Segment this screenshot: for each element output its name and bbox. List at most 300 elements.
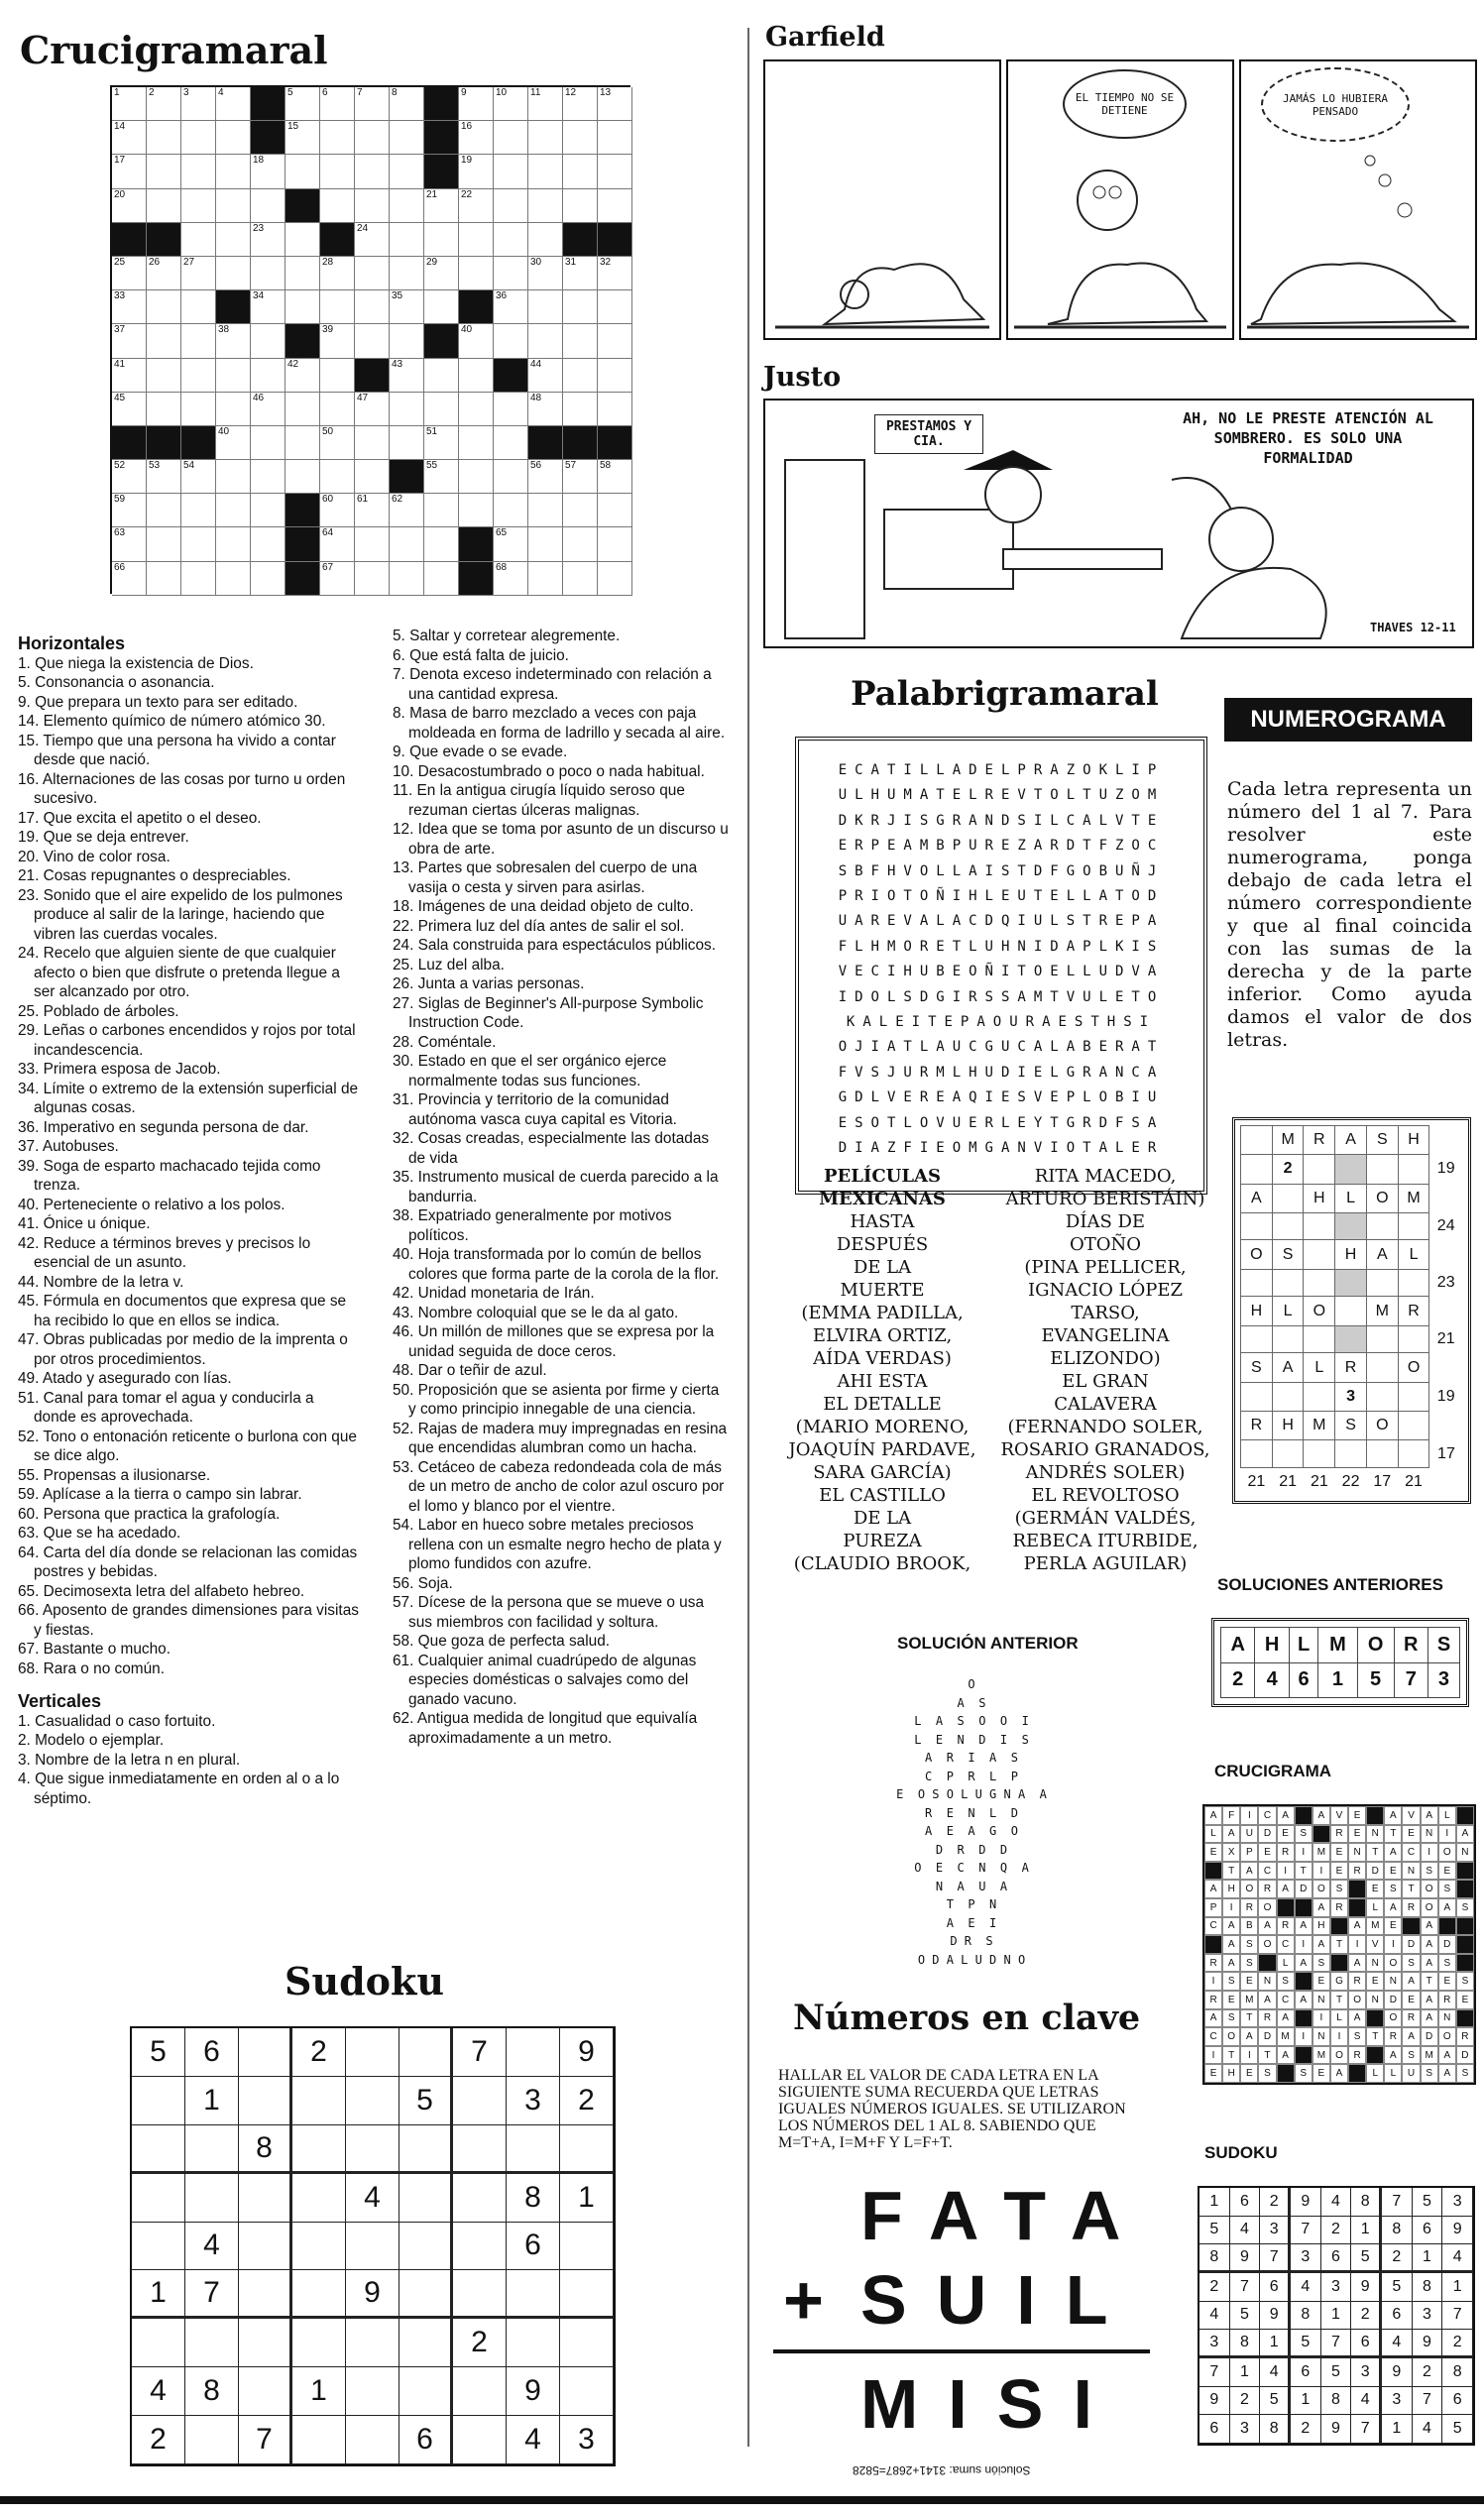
- crossword-cell[interactable]: [355, 223, 390, 257]
- crossword-cell[interactable]: [216, 460, 251, 494]
- crossword-cell[interactable]: [251, 257, 285, 290]
- crossword-cell[interactable]: [563, 290, 598, 324]
- crossword-cell[interactable]: [285, 121, 320, 155]
- sudoku-cell[interactable]: [132, 2223, 185, 2271]
- crossword-cell[interactable]: [563, 393, 598, 426]
- crossword-cell[interactable]: [112, 155, 147, 188]
- crossword-cell[interactable]: [320, 494, 355, 527]
- crossword-cell[interactable]: [390, 426, 424, 460]
- crossword-cell[interactable]: [181, 290, 216, 324]
- crossword-cell[interactable]: [528, 257, 563, 290]
- sudoku-cell[interactable]: 6: [400, 2416, 453, 2464]
- sudoku-cell[interactable]: [292, 2077, 346, 2125]
- crossword-cell[interactable]: [320, 393, 355, 426]
- sudoku-cell[interactable]: [346, 2416, 400, 2464]
- crossword-cell[interactable]: [147, 87, 181, 121]
- crossword-cell[interactable]: [181, 155, 216, 188]
- crossword-cell[interactable]: [563, 527, 598, 561]
- sudoku-cell[interactable]: [507, 2125, 560, 2174]
- sudoku-cell[interactable]: [185, 2319, 239, 2367]
- crossword-cell[interactable]: [598, 155, 632, 188]
- crossword-cell[interactable]: [424, 223, 459, 257]
- crossword-cell[interactable]: [355, 121, 390, 155]
- sudoku-cell[interactable]: [239, 2174, 292, 2223]
- sudoku-cell[interactable]: [346, 2223, 400, 2271]
- crossword-cell[interactable]: [181, 324, 216, 358]
- numerograma-cell: L: [1272, 1297, 1304, 1325]
- crossword-cell[interactable]: [494, 426, 528, 460]
- crossword-cell[interactable]: [563, 324, 598, 358]
- crossword-cell[interactable]: [355, 155, 390, 188]
- crossword-cell[interactable]: [285, 359, 320, 393]
- clue: 57. Dícese de la persona que se mueve o usa sus miembros con facilidad y soltura.: [393, 1594, 704, 1631]
- solution-crossword-cell: E: [1366, 1972, 1384, 1991]
- crossword-cell[interactable]: [181, 494, 216, 527]
- crossword-cell[interactable]: [390, 257, 424, 290]
- crossword-cell[interactable]: [112, 257, 147, 290]
- crossword-cell[interactable]: [528, 527, 563, 561]
- crossword-cell[interactable]: [147, 121, 181, 155]
- crossword-cell[interactable]: [390, 223, 424, 257]
- crossword-cell[interactable]: [459, 257, 494, 290]
- crossword-cell[interactable]: [112, 290, 147, 324]
- solution-crossword-cell: N: [1384, 1972, 1402, 1991]
- crossword-cell[interactable]: [494, 393, 528, 426]
- sudoku-cell[interactable]: [453, 2416, 507, 2464]
- sudoku-cell[interactable]: [132, 2319, 185, 2367]
- crossword-cell[interactable]: [216, 189, 251, 223]
- crossword-cell[interactable]: [390, 324, 424, 358]
- crossword-cell[interactable]: [355, 257, 390, 290]
- crossword-cell[interactable]: [251, 359, 285, 393]
- crossword-cell[interactable]: [181, 189, 216, 223]
- sudoku-cell[interactable]: [239, 2077, 292, 2125]
- crossword-cell[interactable]: [598, 494, 632, 527]
- crossword-cell[interactable]: [251, 324, 285, 358]
- crossword-cell[interactable]: [528, 562, 563, 596]
- crossword-cell[interactable]: [320, 189, 355, 223]
- crossword-cell[interactable]: [285, 290, 320, 324]
- crossword-cell[interactable]: [355, 324, 390, 358]
- crossword-cell[interactable]: [251, 393, 285, 426]
- sudoku-cell[interactable]: [560, 2125, 614, 2174]
- sudoku-cell[interactable]: 8: [185, 2367, 239, 2416]
- crossword-cell[interactable]: [285, 426, 320, 460]
- sudoku-grid[interactable]: [130, 2026, 616, 2466]
- sudoku-cell[interactable]: [346, 2125, 400, 2174]
- crossword-cell[interactable]: [598, 121, 632, 155]
- crossword-cell[interactable]: [355, 426, 390, 460]
- crossword-cell[interactable]: [459, 393, 494, 426]
- crossword-cell[interactable]: [251, 189, 285, 223]
- crossword-cell[interactable]: [355, 290, 390, 324]
- sudoku-cell[interactable]: [560, 2319, 614, 2367]
- crossword-cell[interactable]: [147, 562, 181, 596]
- crossword-cell[interactable]: [355, 189, 390, 223]
- crossword-cell[interactable]: [251, 460, 285, 494]
- crossword-cell[interactable]: [424, 257, 459, 290]
- crossword-cell[interactable]: [112, 460, 147, 494]
- crossword-cell[interactable]: [320, 290, 355, 324]
- sudoku-cell[interactable]: [400, 2367, 453, 2416]
- sudoku-solution-title: SUDOKU: [1204, 2143, 1278, 2162]
- crossword-cell[interactable]: [216, 562, 251, 596]
- sudoku-cell[interactable]: [185, 2174, 239, 2223]
- crossword-cell[interactable]: [459, 494, 494, 527]
- crossword-cell[interactable]: [494, 223, 528, 257]
- sudoku-cell[interactable]: [239, 2319, 292, 2367]
- crossword-cell[interactable]: [494, 87, 528, 121]
- crossword-cell[interactable]: [216, 426, 251, 460]
- sudoku-cell[interactable]: [292, 2223, 346, 2271]
- sudoku-cell[interactable]: [453, 2367, 507, 2416]
- crossword-cell[interactable]: [459, 87, 494, 121]
- crossword-cell[interactable]: [563, 121, 598, 155]
- crossword-cell[interactable]: [355, 87, 390, 121]
- crossword-cell[interactable]: [285, 155, 320, 188]
- crossword-cell[interactable]: [216, 359, 251, 393]
- crossword-cell[interactable]: [563, 494, 598, 527]
- sudoku-cell[interactable]: [346, 2028, 400, 2077]
- sudoku-cell: 5: [1321, 2358, 1352, 2387]
- sudoku-cell[interactable]: 6: [507, 2223, 560, 2271]
- crossword-cell[interactable]: [390, 87, 424, 121]
- crossword-cell[interactable]: [390, 562, 424, 596]
- crossword-cell[interactable]: [598, 257, 632, 290]
- sudoku-cell: 5: [1413, 2188, 1443, 2217]
- crossword-cell[interactable]: [390, 359, 424, 393]
- crossword-cell[interactable]: [355, 393, 390, 426]
- crossword-cell[interactable]: [598, 527, 632, 561]
- crossword-cell[interactable]: [181, 121, 216, 155]
- sudoku-cell[interactable]: 9: [346, 2270, 400, 2319]
- crossword-cell[interactable]: [251, 426, 285, 460]
- crossword-cell[interactable]: [216, 121, 251, 155]
- crossword-cell[interactable]: [147, 257, 181, 290]
- sudoku-cell[interactable]: [560, 2367, 614, 2416]
- crossword-cell[interactable]: [563, 562, 598, 596]
- sudoku-cell[interactable]: [400, 2270, 453, 2319]
- crossword-cell[interactable]: [216, 324, 251, 358]
- crossword-cell[interactable]: [320, 527, 355, 561]
- sudoku-cell[interactable]: 3: [507, 2077, 560, 2125]
- crossword-cell[interactable]: [424, 189, 459, 223]
- crossword-cell[interactable]: [598, 324, 632, 358]
- crossword-cell[interactable]: [528, 494, 563, 527]
- crossword-cell[interactable]: [459, 121, 494, 155]
- crossword-cell[interactable]: [285, 393, 320, 426]
- crossword-cell[interactable]: [459, 460, 494, 494]
- crossword-cell[interactable]: [320, 257, 355, 290]
- sudoku-cell[interactable]: [132, 2077, 185, 2125]
- sudoku-cell[interactable]: [507, 2319, 560, 2367]
- crossword-cell[interactable]: [390, 121, 424, 155]
- wordsearch-row: SBFHVOLLAISTDFGOBUÑJ: [838, 862, 1165, 879]
- solution-crossword-cell: O: [1258, 1935, 1276, 1954]
- numerograma-cell: 2: [1272, 1155, 1304, 1184]
- sudoku-cell[interactable]: 1: [185, 2077, 239, 2125]
- crossword-cell[interactable]: [112, 562, 147, 596]
- crossword-cell[interactable]: [355, 562, 390, 596]
- crossword-cell[interactable]: [112, 359, 147, 393]
- crossword-cell[interactable]: [147, 189, 181, 223]
- sudoku-cell[interactable]: [507, 2028, 560, 2077]
- crossword-cell[interactable]: [181, 257, 216, 290]
- wordsearch-grid[interactable]: [795, 737, 1207, 1195]
- sudoku-cell[interactable]: 8: [239, 2125, 292, 2174]
- crossword-cell[interactable]: [320, 426, 355, 460]
- crossword-cell[interactable]: [320, 359, 355, 393]
- crossword-cell[interactable]: [494, 257, 528, 290]
- crossword-cell[interactable]: [390, 189, 424, 223]
- crossword-cell[interactable]: [147, 460, 181, 494]
- crossword-cell[interactable]: [528, 460, 563, 494]
- crossword-cell[interactable]: [181, 393, 216, 426]
- crossword-cell[interactable]: [563, 87, 598, 121]
- crossword-cell[interactable]: [528, 359, 563, 393]
- sudoku-cell[interactable]: [292, 2174, 346, 2223]
- crossword-cell[interactable]: [528, 87, 563, 121]
- sudoku-cell[interactable]: [346, 2319, 400, 2367]
- crossword-cell[interactable]: [494, 155, 528, 188]
- crossword-cell[interactable]: [251, 290, 285, 324]
- sudoku-cell[interactable]: 1: [560, 2174, 614, 2223]
- crossword-cell[interactable]: [355, 494, 390, 527]
- crossword-cell[interactable]: [147, 324, 181, 358]
- sudoku-cell: 7: [1230, 2273, 1261, 2302]
- crossword-cell[interactable]: [459, 426, 494, 460]
- crossword-cell[interactable]: [181, 359, 216, 393]
- crossword-cell[interactable]: [528, 189, 563, 223]
- crossword-cell[interactable]: [147, 290, 181, 324]
- crossword-cell[interactable]: [459, 155, 494, 188]
- crossword-cell[interactable]: [424, 426, 459, 460]
- sudoku-cell[interactable]: [292, 2125, 346, 2174]
- crossword-cell[interactable]: [320, 155, 355, 188]
- sudoku-cell[interactable]: [400, 2223, 453, 2271]
- crossword-cell[interactable]: [147, 359, 181, 393]
- crossword-cell[interactable]: [494, 121, 528, 155]
- sudoku-cell[interactable]: 4: [185, 2223, 239, 2271]
- crossword-cell[interactable]: [181, 527, 216, 561]
- sudoku-cell[interactable]: [239, 2367, 292, 2416]
- sudoku-cell[interactable]: [292, 2416, 346, 2464]
- sudoku-cell[interactable]: 3: [560, 2416, 614, 2464]
- sudoku-cell[interactable]: 1: [132, 2270, 185, 2319]
- sudoku-cell[interactable]: 9: [507, 2367, 560, 2416]
- crossword-cell[interactable]: [494, 562, 528, 596]
- crossword-cell[interactable]: [285, 257, 320, 290]
- crossword-cell[interactable]: [424, 393, 459, 426]
- sudoku-cell[interactable]: [239, 2028, 292, 2077]
- crossword-cell[interactable]: [598, 460, 632, 494]
- crossword-cell[interactable]: [285, 460, 320, 494]
- crossword-cell[interactable]: [563, 257, 598, 290]
- crossword-cell[interactable]: [424, 494, 459, 527]
- crossword-cell[interactable]: [320, 324, 355, 358]
- crossword-cell[interactable]: [147, 393, 181, 426]
- crossword-cell[interactable]: [251, 155, 285, 188]
- crossword-cell[interactable]: [216, 527, 251, 561]
- crossword-cell[interactable]: [216, 87, 251, 121]
- crossword-cell[interactable]: [147, 527, 181, 561]
- crossword-cell[interactable]: [424, 460, 459, 494]
- crossword-cell[interactable]: [320, 121, 355, 155]
- crossword-cell[interactable]: [355, 527, 390, 561]
- crossword-cell[interactable]: [528, 121, 563, 155]
- sudoku-cell[interactable]: 4: [132, 2367, 185, 2416]
- crossword-cell[interactable]: [390, 290, 424, 324]
- sudoku-cell[interactable]: 2: [292, 2028, 346, 2077]
- crossword-cell[interactable]: [216, 257, 251, 290]
- crossword-cell[interactable]: [528, 290, 563, 324]
- crossword-cell[interactable]: [563, 359, 598, 393]
- sudoku-cell[interactable]: 9: [560, 2028, 614, 2077]
- crossword-cell[interactable]: [112, 494, 147, 527]
- sudoku-cell[interactable]: [400, 2125, 453, 2174]
- crossword-cell[interactable]: [563, 460, 598, 494]
- sudoku-cell[interactable]: [400, 2028, 453, 2077]
- crossword-cell[interactable]: [285, 87, 320, 121]
- crossword-cell[interactable]: [112, 189, 147, 223]
- crossword-cell[interactable]: [112, 527, 147, 561]
- numerograma-cell: [1272, 1440, 1304, 1468]
- sudoku-cell[interactable]: [346, 2367, 400, 2416]
- sudoku-cell[interactable]: 2: [453, 2319, 507, 2367]
- crossword-cell[interactable]: [494, 460, 528, 494]
- crossword-grid[interactable]: [110, 85, 630, 594]
- sudoku-cell[interactable]: 8: [507, 2174, 560, 2223]
- crossword-cell[interactable]: [320, 562, 355, 596]
- sudoku-cell[interactable]: [185, 2125, 239, 2174]
- crossword-cell[interactable]: [216, 155, 251, 188]
- sudoku-cell[interactable]: [239, 2270, 292, 2319]
- crossword-cell[interactable]: [424, 527, 459, 561]
- crossword-cell[interactable]: [598, 87, 632, 121]
- sudoku-cell[interactable]: [132, 2174, 185, 2223]
- sudoku-cell[interactable]: 6: [185, 2028, 239, 2077]
- numerograma-grid[interactable]: [1232, 1117, 1471, 1504]
- clue: 41. Ónice u ónique.: [18, 1215, 151, 1232]
- crossword-cell[interactable]: [181, 460, 216, 494]
- crossword-cell[interactable]: [459, 324, 494, 358]
- crossword-cell[interactable]: [494, 494, 528, 527]
- crossword-cell[interactable]: [390, 155, 424, 188]
- sudoku-cell[interactable]: [185, 2416, 239, 2464]
- sudoku-cell[interactable]: 5: [400, 2077, 453, 2125]
- solution-crossword-cell: A: [1295, 1991, 1313, 2009]
- crossword-cell[interactable]: [459, 359, 494, 393]
- crossword-cell[interactable]: [390, 527, 424, 561]
- sudoku-cell[interactable]: [400, 2319, 453, 2367]
- sudoku-cell[interactable]: [507, 2270, 560, 2319]
- crossword-cell[interactable]: [320, 460, 355, 494]
- crossword-cell[interactable]: [147, 155, 181, 188]
- crossword-cell[interactable]: [320, 87, 355, 121]
- sudoku-cell: 6: [1351, 2330, 1382, 2358]
- crossword-cell[interactable]: [528, 155, 563, 188]
- crossword-cell[interactable]: [424, 290, 459, 324]
- sudoku-cell[interactable]: [292, 2319, 346, 2367]
- crossword-cell[interactable]: [147, 494, 181, 527]
- crossword-cell[interactable]: [181, 562, 216, 596]
- sudoku-cell[interactable]: 1: [292, 2367, 346, 2416]
- crossword-cell[interactable]: [528, 393, 563, 426]
- sudoku-cell[interactable]: [132, 2125, 185, 2174]
- sudoku-cell[interactable]: 2: [560, 2077, 614, 2125]
- sudoku-cell[interactable]: [560, 2223, 614, 2271]
- sudoku-cell[interactable]: 7: [239, 2416, 292, 2464]
- crossword-cell[interactable]: [598, 562, 632, 596]
- crossword-cell[interactable]: [390, 393, 424, 426]
- crossword-cell[interactable]: [598, 393, 632, 426]
- crossword-cell[interactable]: [251, 223, 285, 257]
- crossword-cell[interactable]: [112, 121, 147, 155]
- sudoku-cell: 2: [1291, 2415, 1321, 2444]
- crossword-cell[interactable]: [112, 393, 147, 426]
- sudoku-cell[interactable]: [453, 2125, 507, 2174]
- crossword-cell[interactable]: [216, 223, 251, 257]
- crossword-cell[interactable]: [494, 324, 528, 358]
- crossword-cell[interactable]: [355, 460, 390, 494]
- crossword-cell[interactable]: [494, 189, 528, 223]
- sudoku-cell[interactable]: [400, 2174, 453, 2223]
- solution-crossword-cell: [1456, 1880, 1474, 1898]
- sudoku-cell[interactable]: [453, 2077, 507, 2125]
- crossword-cell[interactable]: [216, 494, 251, 527]
- crossword-cell[interactable]: [424, 562, 459, 596]
- crossword-cell[interactable]: [112, 87, 147, 121]
- crossword-cell[interactable]: [424, 359, 459, 393]
- crossword-cell[interactable]: [112, 324, 147, 358]
- sudoku-cell[interactable]: [346, 2077, 400, 2125]
- crossword-cell[interactable]: [181, 87, 216, 121]
- crossword-cell[interactable]: [251, 494, 285, 527]
- sudoku-cell[interactable]: 4: [507, 2416, 560, 2464]
- sudoku-cell[interactable]: [239, 2223, 292, 2271]
- crossword-cell[interactable]: [251, 527, 285, 561]
- sudoku-cell[interactable]: 4: [346, 2174, 400, 2223]
- sudoku-cell[interactable]: [560, 2270, 614, 2319]
- sudoku-cell[interactable]: [453, 2270, 507, 2319]
- sudoku-cell[interactable]: [453, 2174, 507, 2223]
- crossword-cell[interactable]: [494, 290, 528, 324]
- crossword-cell[interactable]: [181, 223, 216, 257]
- crossword-cell[interactable]: [598, 359, 632, 393]
- sudoku-cell[interactable]: 7: [185, 2270, 239, 2319]
- crossword-cell[interactable]: [563, 155, 598, 188]
- crossword-cell[interactable]: [563, 189, 598, 223]
- crossword-cell[interactable]: [459, 223, 494, 257]
- crossword-cell[interactable]: [528, 223, 563, 257]
- sudoku-cell[interactable]: [453, 2223, 507, 2271]
- crossword-cell[interactable]: [216, 393, 251, 426]
- sudoku-cell[interactable]: [292, 2270, 346, 2319]
- crossword-cell[interactable]: [598, 189, 632, 223]
- crossword-cell[interactable]: [251, 562, 285, 596]
- crossword-cell[interactable]: [598, 290, 632, 324]
- sudoku-cell[interactable]: 5: [132, 2028, 185, 2077]
- crossword-cell[interactable]: [285, 223, 320, 257]
- crossword-clue-number: 47: [357, 392, 369, 403]
- crossword-cell[interactable]: [390, 494, 424, 527]
- sudoku-cell[interactable]: 2: [132, 2416, 185, 2464]
- solution-crossword-cell: A: [1295, 1917, 1313, 1936]
- crossword-cell[interactable]: [459, 189, 494, 223]
- crossword-cell[interactable]: [528, 324, 563, 358]
- sudoku-cell[interactable]: 7: [453, 2028, 507, 2077]
- crossword-cell[interactable]: [494, 527, 528, 561]
